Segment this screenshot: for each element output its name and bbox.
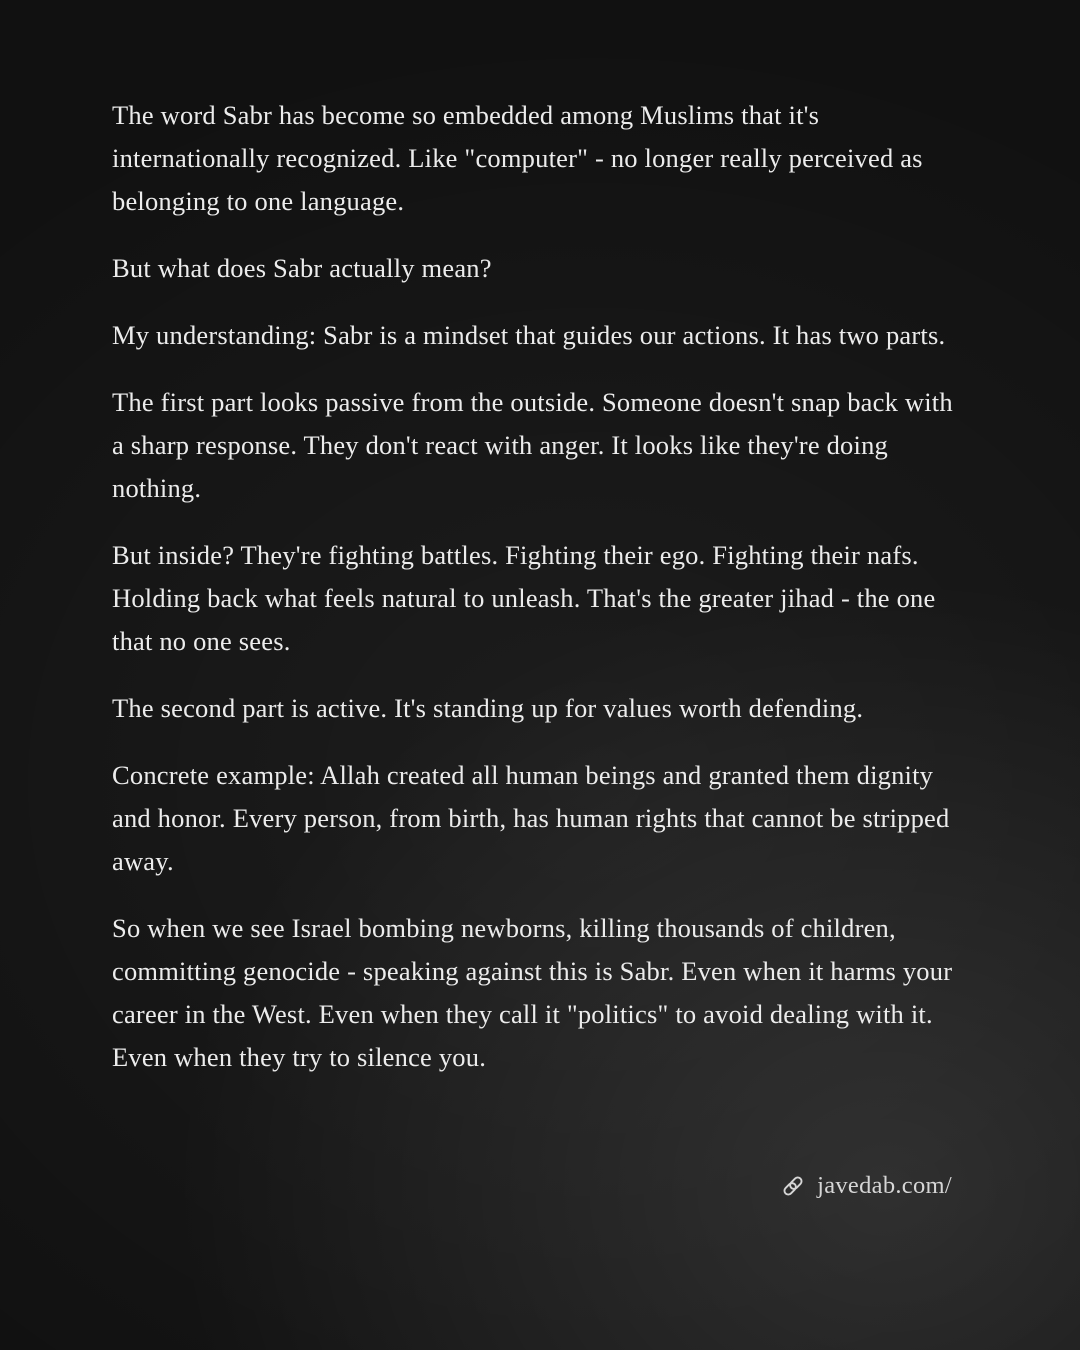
post-paragraph: But what does Sabr actually mean? [112,253,492,283]
footer-link[interactable] [112,1171,968,1201]
post-paragraph: The second part is active. It's standing up for values worth defending. [112,693,864,723]
post-paragraph: Concrete example: Allah created all human beings and granted them dignity and honor. Every person, from birth, has human rights that cannot be stripped away. [112,760,950,876]
post-paragraph: But inside? They're fighting battles. Fighting their ego. Fighting their nafs. Holding back what feels natural to unleash. That's the greater jihad - the one that no one sees. [112,540,936,656]
post-paragraph: The word Sabr has become so embedded among Muslims that it's internationally recognized. Like "computer" - no longer really perceived as belonging to one language. [112,100,923,216]
post-paragraph: The first part looks passive from the outside. Someone doesn't snap back with a sharp response. They don't react with anger. It looks like they're doing nothing. [112,387,953,503]
post-paragraph: My understanding: Sabr is a mindset that guides our actions. It has two parts. [112,320,946,350]
post-paragraph: So when we see Israel bombing newborns, killing thousands of children, committing genocide - speaking against this is Sabr. Even when it harms your career in the West. Even when they call it "politics" to avoid dealing with it. Even when they try to silence you. [112,913,953,1072]
footer-url: javedab.com/ [817,1172,952,1199]
link-icon [781,1174,805,1198]
